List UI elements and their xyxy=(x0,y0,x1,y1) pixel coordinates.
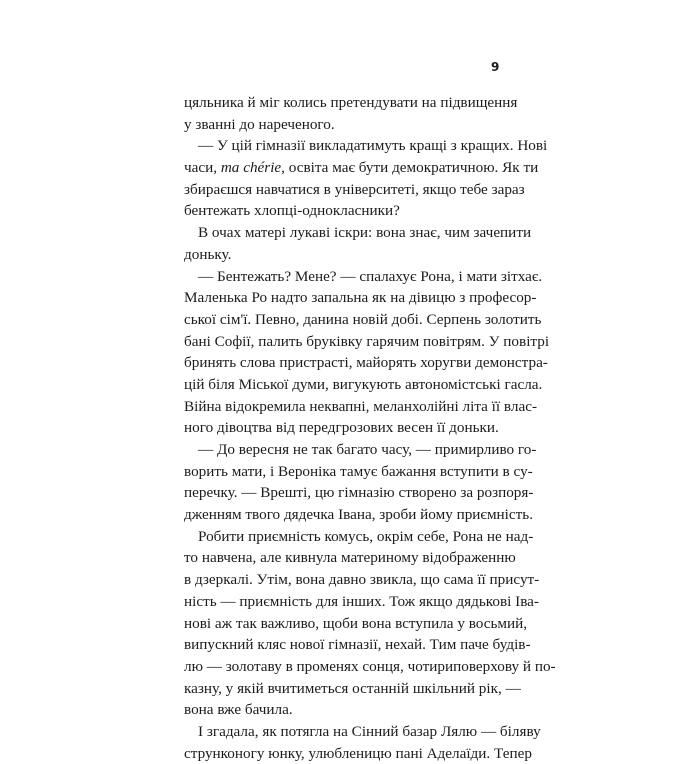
text-line: В очах матері лукаві іскри: вона знає, чим зачепити xyxy=(198,224,532,242)
text-line: перечку. — Врешті, цю гімназію створено за розпоря- xyxy=(184,484,534,502)
text-line: І згадала, як потягла на Сінний базар Лялю — біляву xyxy=(198,722,541,740)
text-line: бентежать хлопці-однокласники? xyxy=(184,202,400,220)
text-line: ворить мати, і Вероніка тамує бажання вступити в су- xyxy=(184,462,533,480)
text-line: бані Софії, палить бруківку гарячим повітрям. У повітрі xyxy=(184,332,550,350)
text-line: казну, у якій вчитиметься останній шкільний рік, — xyxy=(184,679,521,697)
text-line: ність — приємність для інших. Тож якщо дядькові Іва- xyxy=(184,592,539,610)
text-line: випускний кляс нової гімназії, нехай. Тим паче будів- xyxy=(184,636,531,654)
text-line: струнконогу юнку, улюбленицю пані Аделаїди. Тепер xyxy=(184,744,532,762)
text-line: — До вересня не так багато часу, — примирливо го- xyxy=(198,441,537,458)
text-line: вона вже бачила. xyxy=(184,701,293,719)
text-line: часи, ma chérie, освіта має бути демократичною. Як ти xyxy=(184,159,539,177)
text-line: цій біля Міської думи, вигукують автономістські гасла. xyxy=(184,375,543,393)
text-line: ської сім'ї. Певно, данина новій добі. Серпень золотить xyxy=(184,310,542,328)
text-line: в дзеркалі. Утім, вона давно звикла, що сама її присут- xyxy=(184,571,540,589)
text-line: Маленька Ро надто запальна як на дівицю з професор- xyxy=(184,289,537,307)
text-line: доньку. xyxy=(184,245,232,263)
text-line: бринять слова пристрасті, майорять хоругви демонстра- xyxy=(184,354,548,372)
text-line: — Бентежать? Мене? — спалахує Рона, і мати зітхає. xyxy=(198,267,543,285)
text-line: — У цій гімназії викладатимуть кращі з кращих. Нові xyxy=(198,137,548,155)
italic-phrase: ma chérie, xyxy=(220,159,285,177)
text-line: Війна відокремила неквапні, меланхолійні літа її влас- xyxy=(184,397,538,415)
text-line: цяльника й міг колись претендувати на підвищення xyxy=(184,94,518,111)
page-number: 9 xyxy=(491,60,500,74)
text-line: лю — золотаву в променях сонця, чотириповерхову й по- xyxy=(184,657,556,675)
text-line: ного дівоцтва від передгрозових весен її доньки. xyxy=(184,419,499,437)
body-text xyxy=(184,92,556,764)
text-line: Робити приємність комусь, окрім себе, Рона не над- xyxy=(198,527,534,545)
text-line: збираєшся навчатися в університеті, якщо тебе зараз xyxy=(184,180,525,198)
text-line: нові аж так важливо, щоби вона вступила у восьмий, xyxy=(184,614,528,632)
text-line: дженням твого дядечка Івана, зроби йому приємність. xyxy=(184,506,534,524)
text-line: то навчена, але кивнула материному відображенню xyxy=(184,549,516,567)
text-line: у званні до нареченого. xyxy=(184,115,335,133)
